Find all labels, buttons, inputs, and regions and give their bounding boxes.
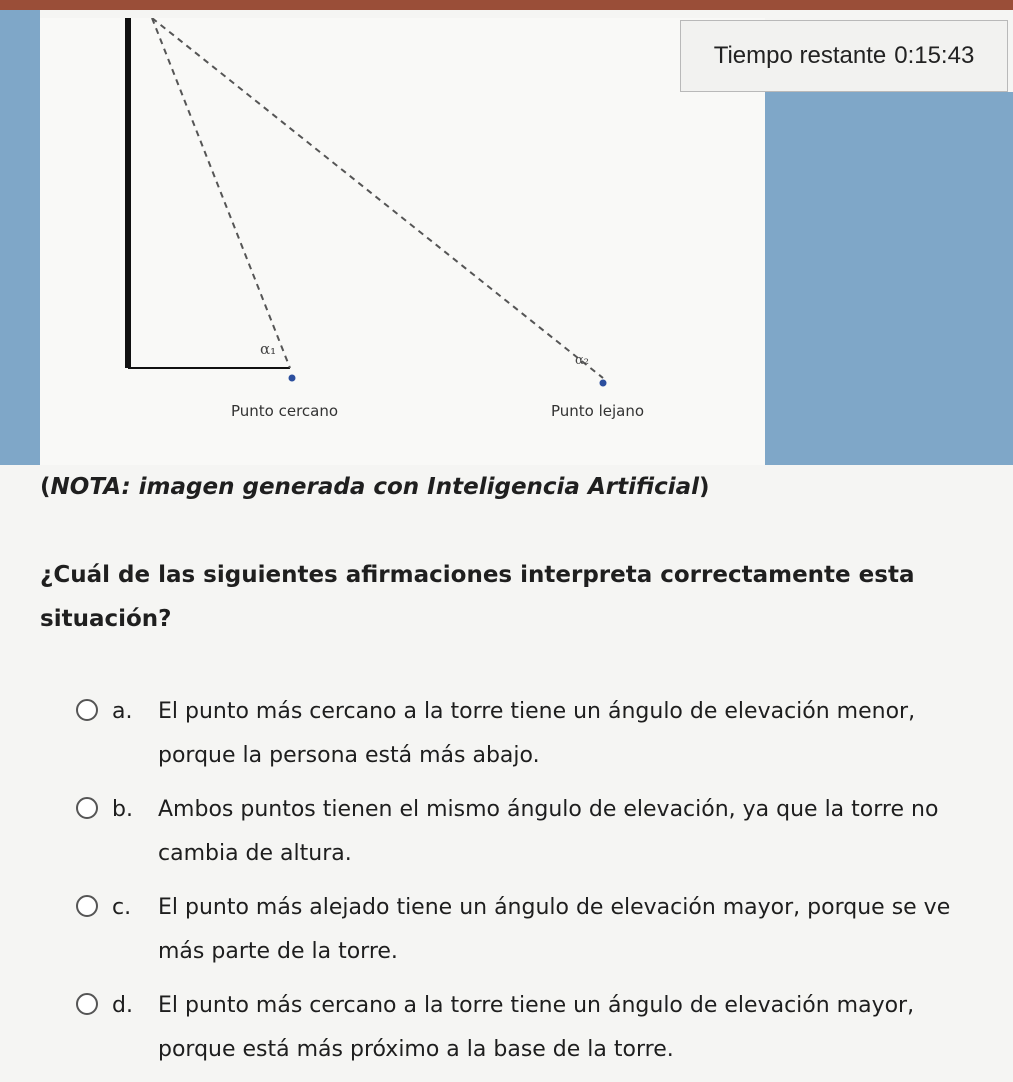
- option-a[interactable]: [76, 690, 996, 778]
- option-c-radio[interactable]: [76, 895, 98, 917]
- timer-value: 0:15:43: [894, 42, 975, 69]
- timer-label: Tiempo restante: [713, 42, 887, 69]
- top-accent-bar: [0, 0, 1013, 10]
- option-d-letter: d.: [112, 993, 133, 1018]
- option-a-letter: a.: [112, 699, 133, 724]
- far-point-label: Punto lejano: [551, 402, 645, 420]
- note-bold-prefix: NOTA:: [50, 474, 131, 500]
- option-b-letter: b.: [112, 797, 133, 822]
- far-sight-line: [152, 18, 603, 378]
- option-d-text: El punto más cercano a la torre tiene un ángulo de elevación mayor, porque está más próximo a la base de la torre.: [158, 993, 915, 1062]
- option-b[interactable]: [76, 788, 996, 876]
- note-close-paren: ): [699, 474, 710, 500]
- near-point-label: Punto cercano: [231, 402, 339, 420]
- tower-diagram-svg: [40, 18, 765, 465]
- option-c[interactable]: [76, 886, 996, 974]
- near-sight-line: [152, 18, 290, 368]
- near-point-marker: [289, 375, 296, 382]
- tower-diagram: [40, 18, 765, 465]
- option-a-radio[interactable]: [76, 699, 98, 721]
- far-angle-label: α₂: [575, 353, 589, 368]
- note-text: imagen generada con Inteligencia Artificial: [130, 474, 700, 500]
- left-background-strip: [0, 10, 40, 465]
- option-c-letter: c.: [112, 895, 132, 920]
- right-background-strip: [765, 92, 1013, 465]
- option-b-text: Ambos puntos tienen el mismo ángulo de elevación, ya que la torre no cambia de altura.: [158, 797, 939, 866]
- option-b-radio[interactable]: [76, 797, 98, 819]
- option-d-radio[interactable]: [76, 993, 98, 1015]
- ai-note: [40, 474, 710, 500]
- answer-options: [76, 690, 996, 1082]
- timer-box: [680, 20, 1008, 92]
- near-angle-label: α₁: [260, 340, 277, 358]
- note-open-paren: (: [40, 474, 51, 500]
- option-d[interactable]: [76, 984, 996, 1072]
- option-c-text: El punto más alejado tiene un ángulo de elevación mayor, porque se ve más parte de la torre.: [158, 895, 951, 964]
- option-a-text: El punto más cercano a la torre tiene un ángulo de elevación menor, porque la persona está más abajo.: [158, 699, 916, 768]
- far-point-marker: [600, 380, 607, 387]
- question-text: ¿Cuál de las siguientes afirmaciones interpreta correctamente esta situación?: [40, 562, 915, 632]
